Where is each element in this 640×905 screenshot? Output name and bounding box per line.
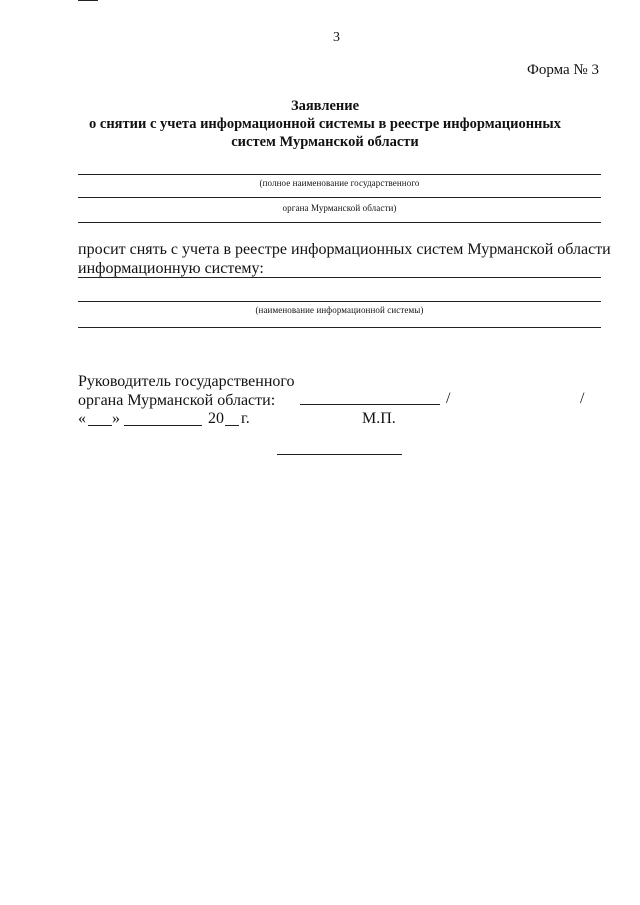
date-year-prefix: 20 — [208, 410, 224, 427]
stamp-label: М.П. — [362, 410, 396, 427]
date-year-suffix: г. — [241, 410, 250, 427]
system-name-line-3[interactable] — [78, 327, 601, 328]
org-name-line-1[interactable] — [78, 174, 601, 175]
end-separator — [277, 454, 402, 455]
system-name-line-2[interactable] — [78, 301, 601, 302]
signatory-label — [78, 372, 295, 410]
request-line-1: просит снять с учета в реестре информационных систем Мурманской области — [78, 241, 611, 258]
date-open-quote: « — [78, 410, 86, 427]
signatory-line-2: органа Мурманской области: — [78, 392, 276, 409]
date-month-line[interactable] — [124, 425, 202, 426]
request-line-2: информационную систему: — [78, 260, 264, 277]
document-title — [60, 97, 590, 151]
org-caption-2: органа Мурманской области) — [282, 203, 397, 213]
org-caption-1: (полное наименование государственного — [259, 178, 420, 188]
form-label: Форма № 3 — [527, 62, 599, 78]
date-year-line[interactable] — [225, 425, 239, 426]
date-day-line[interactable] — [88, 425, 112, 426]
request-text — [78, 240, 618, 278]
system-name-line-1[interactable] — [78, 277, 601, 278]
signatory-line-1: Руководитель государственного — [78, 373, 295, 390]
slash-2: / — [580, 390, 585, 407]
top-edge-mark — [78, 0, 98, 1]
title-line-2: о снятии с учета информационной системы в реестре информационных — [89, 116, 561, 132]
date-close-quote: » — [112, 410, 120, 427]
slash-1: / — [446, 390, 451, 407]
org-name-line-2[interactable] — [78, 197, 601, 198]
title-line-1: Заявление — [290, 98, 360, 114]
page-number: 3 — [333, 30, 340, 45]
title-line-3: систем Мурманской области — [231, 134, 419, 150]
system-caption: (наименование информационной системы) — [255, 305, 424, 315]
signature-line[interactable] — [300, 404, 440, 405]
org-name-line-3[interactable] — [78, 222, 601, 223]
